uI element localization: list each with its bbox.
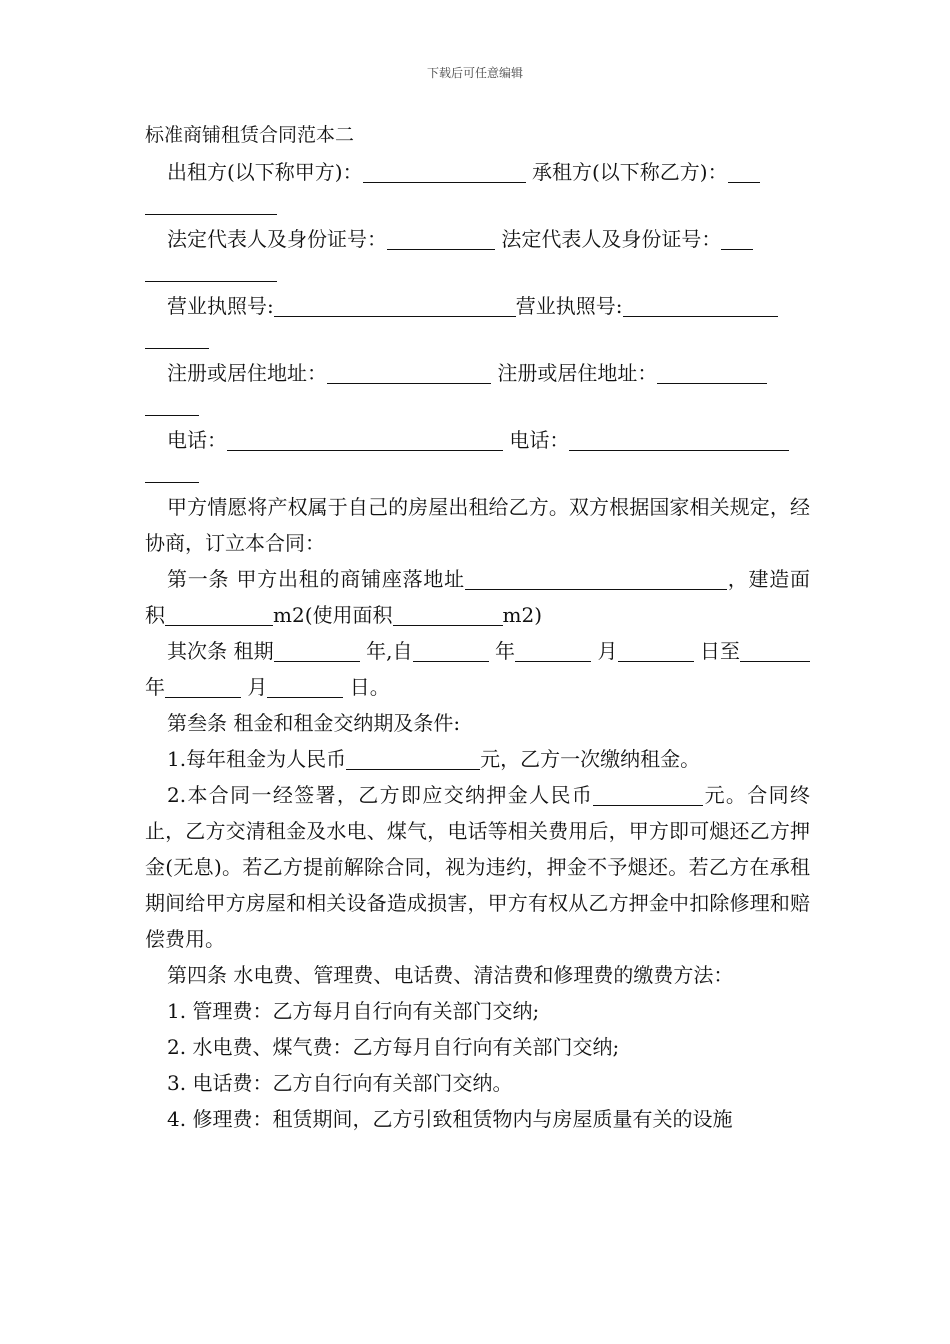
party-b-blank[interactable] bbox=[728, 160, 760, 183]
phone-b-label: 电话： bbox=[509, 428, 570, 452]
article-2 bbox=[145, 633, 810, 705]
address-a-blank[interactable] bbox=[327, 361, 491, 384]
license-line bbox=[145, 288, 810, 349]
license-b-blank[interactable] bbox=[623, 294, 778, 317]
article-3-title: 第叁条 租金和租金交纳期及条件: bbox=[167, 711, 461, 735]
article-4-item-2: 2. 水电费、煤气费：乙方每月自行向有关部门交纳; bbox=[167, 1035, 620, 1059]
rep-b-label: 法定代表人及身份证号： bbox=[501, 227, 722, 251]
contract-body bbox=[145, 118, 810, 1137]
art2-text-year3: 年 bbox=[145, 675, 165, 699]
start-day-blank[interactable] bbox=[618, 639, 694, 662]
art3-1-text-b: 元，乙方一次缴纳租金。 bbox=[480, 747, 701, 771]
party-b-label: 承租方(以下称乙方)： bbox=[531, 160, 728, 184]
license-a-label: 营业执照号: bbox=[167, 294, 274, 318]
phone-a-label: 电话： bbox=[167, 428, 227, 452]
article-4-title: 第四条 水电费、管理费、电话费、清洁费和修理费的缴费方法： bbox=[167, 963, 734, 987]
art2-text-day-end: 日。 bbox=[349, 675, 390, 699]
address-b-blank-cont[interactable] bbox=[145, 395, 199, 416]
rep-a-label: 法定代表人及身份证号： bbox=[167, 227, 387, 251]
address-a-label: 注册或居住地址： bbox=[167, 361, 327, 385]
article-4-item-3: 3. 电话费：乙方自行向有关部门交纳。 bbox=[167, 1071, 513, 1095]
article-4-item-4: 4. 修理费：租赁期间，乙方引致租赁物内与房屋质量有关的设施 bbox=[167, 1107, 733, 1131]
party-line bbox=[145, 154, 810, 215]
rep-b-blank[interactable] bbox=[721, 227, 753, 250]
end-year-blank-cont[interactable] bbox=[768, 639, 810, 662]
address-line bbox=[145, 355, 810, 416]
party-a-blank[interactable] bbox=[363, 160, 526, 183]
art2-text-month: 月 bbox=[597, 639, 618, 663]
address-b-label: 注册或居住地址： bbox=[497, 361, 658, 385]
rep-a-blank[interactable] bbox=[387, 227, 495, 250]
phone-b-blank-cont[interactable] bbox=[145, 462, 199, 483]
art1-text-c: m2(使用面积 bbox=[273, 603, 393, 627]
phone-a-blank[interactable] bbox=[227, 428, 503, 451]
license-b-label: 营业执照号: bbox=[515, 294, 623, 318]
article-4-item-1: 1. 管理费：乙方每月自行向有关部门交纳; bbox=[167, 999, 540, 1023]
address-b-blank[interactable] bbox=[657, 361, 767, 384]
art2-text-a: 其次条 租期 bbox=[167, 639, 274, 663]
start-month-blank[interactable] bbox=[515, 639, 591, 662]
deposit-blank[interactable] bbox=[593, 783, 703, 806]
article-3-item-2 bbox=[145, 777, 810, 957]
art3-1-text-a: 1.每年租金为人民币 bbox=[167, 747, 347, 771]
art1-text-d: m2) bbox=[502, 603, 542, 627]
rep-line bbox=[145, 221, 810, 282]
page-header-note: 下载后可任意编辑 bbox=[426, 66, 523, 80]
party-b-blank-cont[interactable] bbox=[145, 194, 277, 215]
art2-text-year: 年,自 bbox=[366, 639, 413, 663]
area-blank[interactable] bbox=[165, 603, 273, 626]
art2-text-month2: 月 bbox=[247, 675, 268, 699]
license-a-blank[interactable] bbox=[274, 294, 516, 317]
party-a-label: 出租方(以下称甲方)： bbox=[167, 160, 363, 184]
art1-text-b: ，建造面积 bbox=[145, 567, 811, 627]
rep-b-blank-cont[interactable] bbox=[145, 261, 277, 282]
art2-text-year2: 年 bbox=[495, 639, 516, 663]
address-blank[interactable] bbox=[465, 567, 727, 590]
intro-paragraph: 甲方情愿将产权属于自己的房屋出租给乙方。双方根据国家相关规定，经协商，订立本合同： bbox=[145, 495, 810, 555]
art2-text-day-to: 日至 bbox=[699, 639, 741, 663]
art3-2-text-a: 2.本合同一经签署，乙方即应交纳押金人民币 bbox=[167, 783, 594, 807]
use-area-blank[interactable] bbox=[393, 603, 503, 626]
doc-title: 标准商铺租赁合同范本二 bbox=[145, 124, 355, 146]
rent-blank[interactable] bbox=[346, 747, 480, 770]
article-1 bbox=[145, 561, 810, 633]
end-month-blank[interactable] bbox=[165, 675, 241, 698]
license-b-blank-cont[interactable] bbox=[145, 328, 209, 349]
phone-b-blank[interactable] bbox=[569, 428, 789, 451]
end-year-blank[interactable] bbox=[740, 639, 768, 662]
end-day-blank[interactable] bbox=[267, 675, 343, 698]
phone-line bbox=[145, 422, 810, 483]
article-3-item-1 bbox=[145, 741, 810, 777]
term-blank[interactable] bbox=[274, 639, 360, 662]
art3-2-text-b: 元。合同终止，乙方交清租金及水电、煤气，电话等相关费用后，甲方即可煺还乙方押金(无息)。若乙方提前解除合同，视为违约，押金不予煺还。若乙方在承租期间给甲方房屋和相关设备造成损害，甲方有权从乙方押金中扣除修理和赔偿费用。 bbox=[145, 783, 810, 951]
art1-text-a: 第一条 甲方出租的商铺座落地址 bbox=[167, 567, 465, 591]
start-year-blank[interactable] bbox=[413, 639, 489, 662]
